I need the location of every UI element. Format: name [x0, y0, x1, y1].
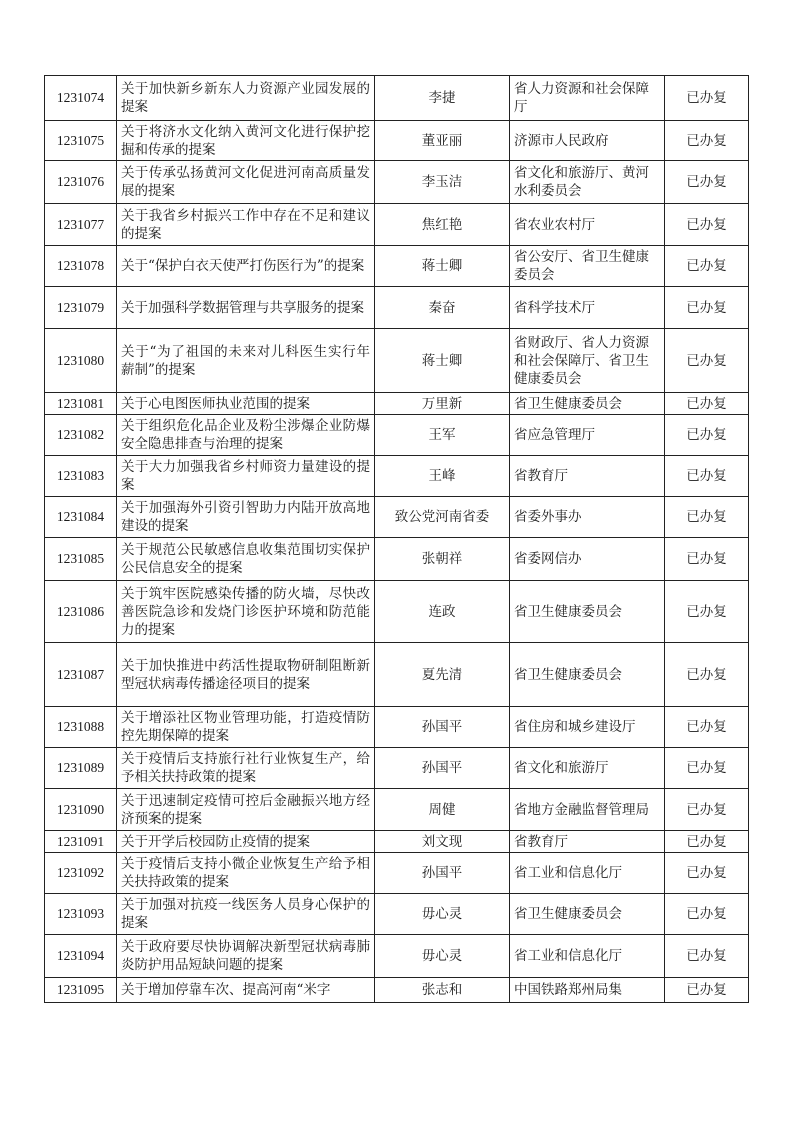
proposal-id-cell: 1231093 [45, 894, 117, 935]
handling-department-cell: 省应急管理厅 [510, 415, 665, 456]
proposer-name-cell: 孙国平 [375, 853, 510, 894]
proposal-title-cell: 关于疫情后支持小微企业恢复生产给予相关扶持政策的提案 [117, 853, 375, 894]
proposer-name-cell: 李捷 [375, 76, 510, 121]
proposer-name-cell: 致公党河南省委 [375, 497, 510, 538]
table-row [45, 853, 749, 894]
proposal-id-cell: 1231076 [45, 161, 117, 204]
proposal-title-cell: 关于规范公民敏感信息收集范围切实保护公民信息安全的提案 [117, 538, 375, 581]
table-row [45, 707, 749, 748]
handling-status-cell: 已办复 [665, 246, 749, 287]
proposal-id-cell: 1231085 [45, 538, 117, 581]
table-row [45, 161, 749, 204]
proposal-title-cell: 关于增加停靠车次、提高河南“米字 [117, 978, 375, 1003]
handling-status-cell: 已办复 [665, 707, 749, 748]
proposal-id-cell: 1231086 [45, 581, 117, 643]
proposal-title-cell: 关于“保护白衣天使严打伤医行为”的提案 [117, 246, 375, 287]
proposer-name-cell: 蒋士卿 [375, 246, 510, 287]
proposal-id-cell: 1231091 [45, 831, 117, 853]
proposer-name-cell: 董亚丽 [375, 121, 510, 161]
proposal-title-cell: 关于开学后校园防止疫情的提案 [117, 831, 375, 853]
proposal-id-cell: 1231080 [45, 329, 117, 393]
handling-status-cell: 已办复 [665, 121, 749, 161]
table-row [45, 246, 749, 287]
proposal-id-cell: 1231083 [45, 456, 117, 497]
handling-status-cell: 已办复 [665, 204, 749, 246]
proposal-title-cell: 关于增添社区物业管理功能，打造疫情防控先期保障的提案 [117, 707, 375, 748]
table-row [45, 393, 749, 415]
proposal-title-cell: 关于加快新乡新东人力资源产业园发展的提案 [117, 76, 375, 121]
proposer-name-cell: 王峰 [375, 456, 510, 497]
handling-status-cell: 已办复 [665, 538, 749, 581]
handling-status-cell: 已办复 [665, 415, 749, 456]
table-row [45, 456, 749, 497]
proposal-id-cell: 1231084 [45, 497, 117, 538]
handling-status-cell: 已办复 [665, 287, 749, 329]
proposal-title-cell: 关于将济水文化纳入黄河文化进行保护挖掘和传承的提案 [117, 121, 375, 161]
handling-department-cell: 省卫生健康委员会 [510, 894, 665, 935]
table-row [45, 415, 749, 456]
proposal-title-cell: 关于“为了祖国的未来对儿科医生实行年薪制”的提案 [117, 329, 375, 393]
handling-department-cell: 省人力资源和社会保障厅 [510, 76, 665, 121]
handling-status-cell: 已办复 [665, 329, 749, 393]
handling-status-cell: 已办复 [665, 161, 749, 204]
handling-department-cell: 省工业和信息化厅 [510, 853, 665, 894]
proposer-name-cell: 蒋士卿 [375, 329, 510, 393]
proposal-title-cell: 关于加强海外引资引智助力内陆开放高地建设的提案 [117, 497, 375, 538]
handling-status-cell: 已办复 [665, 643, 749, 707]
handling-status-cell: 已办复 [665, 748, 749, 789]
proposal-table-body [45, 76, 749, 1003]
table-row [45, 538, 749, 581]
handling-department-cell: 省工业和信息化厅 [510, 935, 665, 978]
handling-status-cell: 已办复 [665, 581, 749, 643]
handling-status-cell: 已办复 [665, 978, 749, 1003]
proposer-name-cell: 毋心灵 [375, 894, 510, 935]
handling-status-cell: 已办复 [665, 935, 749, 978]
proposer-name-cell: 刘文现 [375, 831, 510, 853]
handling-department-cell: 省委网信办 [510, 538, 665, 581]
proposal-id-cell: 1231095 [45, 978, 117, 1003]
proposal-title-cell: 关于加强对抗疫一线医务人员身心保护的提案 [117, 894, 375, 935]
proposal-title-cell: 关于加快推进中药活性提取物研制阻断新型冠状病毒传播途径项目的提案 [117, 643, 375, 707]
proposer-name-cell: 连政 [375, 581, 510, 643]
handling-department-cell: 济源市人民政府 [510, 121, 665, 161]
proposal-id-cell: 1231077 [45, 204, 117, 246]
proposal-id-cell: 1231074 [45, 76, 117, 121]
handling-status-cell: 已办复 [665, 831, 749, 853]
proposer-name-cell: 焦红艳 [375, 204, 510, 246]
handling-department-cell: 省文化和旅游厅、黄河水利委员会 [510, 161, 665, 204]
proposal-id-cell: 1231089 [45, 748, 117, 789]
handling-department-cell: 省文化和旅游厅 [510, 748, 665, 789]
handling-status-cell: 已办复 [665, 76, 749, 121]
table-row [45, 894, 749, 935]
table-row [45, 643, 749, 707]
handling-department-cell: 省教育厅 [510, 831, 665, 853]
table-row [45, 287, 749, 329]
proposer-name-cell: 万里新 [375, 393, 510, 415]
handling-status-cell: 已办复 [665, 393, 749, 415]
proposal-id-cell: 1231082 [45, 415, 117, 456]
proposal-id-cell: 1231090 [45, 789, 117, 831]
proposal-id-cell: 1231087 [45, 643, 117, 707]
table-row [45, 76, 749, 121]
handling-department-cell: 省委外事办 [510, 497, 665, 538]
handling-department-cell: 省住房和城乡建设厅 [510, 707, 665, 748]
proposal-id-cell: 1231092 [45, 853, 117, 894]
proposal-title-cell: 关于疫情后支持旅行社行业恢复生产，给予相关扶持政策的提案 [117, 748, 375, 789]
table-row [45, 831, 749, 853]
handling-status-cell: 已办复 [665, 497, 749, 538]
table-row [45, 581, 749, 643]
proposal-id-cell: 1231075 [45, 121, 117, 161]
handling-department-cell: 省卫生健康委员会 [510, 581, 665, 643]
proposer-name-cell: 秦奋 [375, 287, 510, 329]
proposal-title-cell: 关于传承弘扬黄河文化促进河南高质量发展的提案 [117, 161, 375, 204]
proposal-title-cell: 关于我省乡村振兴工作中存在不足和建议的提案 [117, 204, 375, 246]
handling-department-cell: 中国铁路郑州局集 [510, 978, 665, 1003]
handling-department-cell: 省卫生健康委员会 [510, 643, 665, 707]
table-row [45, 121, 749, 161]
handling-department-cell: 省科学技术厅 [510, 287, 665, 329]
table-row [45, 329, 749, 393]
proposer-name-cell: 张朝祥 [375, 538, 510, 581]
table-row [45, 935, 749, 978]
handling-status-cell: 已办复 [665, 894, 749, 935]
proposal-id-cell: 1231079 [45, 287, 117, 329]
handling-status-cell: 已办复 [665, 789, 749, 831]
proposer-name-cell: 张志和 [375, 978, 510, 1003]
table-row [45, 789, 749, 831]
table-row [45, 204, 749, 246]
table-row [45, 748, 749, 789]
proposal-title-cell: 关于加强科学数据管理与共享服务的提案 [117, 287, 375, 329]
handling-department-cell: 省农业农村厅 [510, 204, 665, 246]
proposal-title-cell: 关于政府要尽快协调解决新型冠状病毒肺炎防护用品短缺问题的提案 [117, 935, 375, 978]
handling-department-cell: 省地方金融监督管理局 [510, 789, 665, 831]
proposer-name-cell: 孙国平 [375, 707, 510, 748]
table-row [45, 978, 749, 1003]
proposal-title-cell: 关于组织危化品企业及粉尘涉爆企业防爆安全隐患排查与治理的提案 [117, 415, 375, 456]
proposer-name-cell: 王军 [375, 415, 510, 456]
proposal-title-cell: 关于迅速制定疫情可控后金融振兴地方经济预案的提案 [117, 789, 375, 831]
handling-status-cell: 已办复 [665, 853, 749, 894]
proposal-id-cell: 1231081 [45, 393, 117, 415]
handling-department-cell: 省公安厅、省卫生健康委员会 [510, 246, 665, 287]
proposal-id-cell: 1231088 [45, 707, 117, 748]
proposal-title-cell: 关于心电图医师执业范围的提案 [117, 393, 375, 415]
proposer-name-cell: 孙国平 [375, 748, 510, 789]
proposal-id-cell: 1231094 [45, 935, 117, 978]
proposal-title-cell: 关于大力加强我省乡村师资力量建设的提案 [117, 456, 375, 497]
handling-status-cell: 已办复 [665, 456, 749, 497]
proposer-name-cell: 夏先清 [375, 643, 510, 707]
proposal-id-cell: 1231078 [45, 246, 117, 287]
handling-department-cell: 省财政厅、省人力资源和社会保障厅、省卫生健康委员会 [510, 329, 665, 393]
proposal-table [44, 75, 749, 1003]
proposer-name-cell: 李玉洁 [375, 161, 510, 204]
proposal-title-cell: 关于筑牢医院感染传播的防火墙，尽快改善医院急诊和发烧门诊医护环境和防范能力的提案 [117, 581, 375, 643]
proposer-name-cell: 周健 [375, 789, 510, 831]
handling-department-cell: 省卫生健康委员会 [510, 393, 665, 415]
handling-department-cell: 省教育厅 [510, 456, 665, 497]
table-row [45, 497, 749, 538]
proposer-name-cell: 毋心灵 [375, 935, 510, 978]
